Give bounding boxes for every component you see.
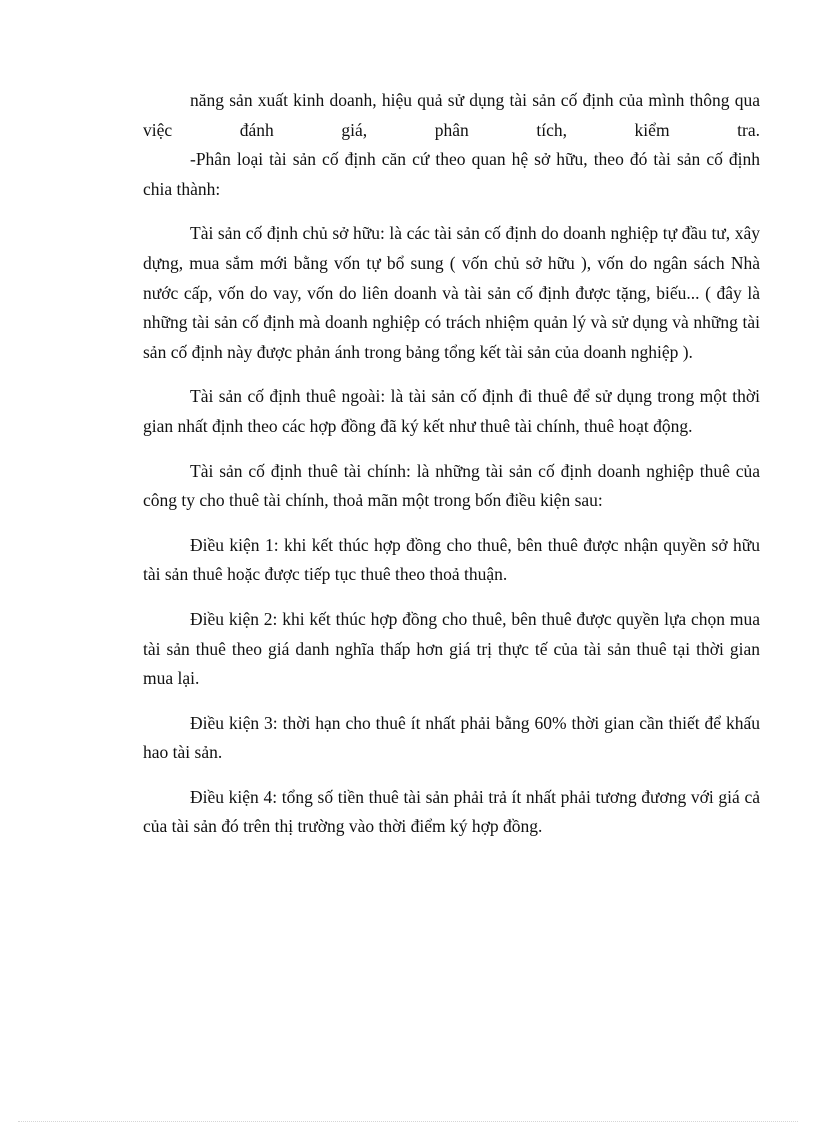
page-bottom-border [18,1121,798,1122]
paragraph: năng sản xuất kinh doanh, hiệu quả sử dụng tài sản cố định của mình thông qua việc đánh giá, phân tích, kiểm tra. [143,90,760,140]
paragraph: Điều kiện 3: thời hạn cho thuê ít nhất phải bằng 60% thời gian cần thiết để khấu hao tài sản. [143,712,760,763]
paragraph: Tài sản cố định thuê tài chính: là những tài sản cố định doanh nghiệp thuê của công ty cho thuê tài chính, thoả mãn một trong bốn điều kiện sau: [143,460,760,511]
paragraph: Tài sản cố định chủ sở hữu: là các tài sản cố định do doanh nghiệp tự đầu tư, xây dựng, mua sắm mới bằng vốn tự bổ sung ( vốn chủ sở hữu ), vốn do ngân sách Nhà nước cấp, vốn do vay, vốn do liên doanh và tài sản cố định được tặng, biếu... ( đây là những tài sản cố định mà doanh nghiệp có trách nhiệm quản lý và sử dụng và những tài sản cố định này được phản ánh trong bảng tổng kết tài sản của doanh nghiệp ). [143,223,760,362]
paragraph: Điều kiện 1: khi kết thúc hợp đồng cho thuê, bên thuê được nhận quyền sở hữu tài sản thuê hoặc được tiếp tục thuê theo thoả thuận. [143,534,760,585]
body-text [143,86,760,842]
paragraph: Điều kiện 2: khi kết thúc hợp đồng cho thuê, bên thuê được quyền lựa chọn mua tài sản thuê theo giá danh nghĩa thấp hơn giá trị thực tế của tài sản thuê tại thời gian mua lại. [143,608,760,689]
paragraph: -Phân loại tài sản cố định căn cứ theo quan hệ sở hữu, theo đó tài sản cố định chia thành: [143,149,760,199]
paragraph: Điều kiện 4: tổng số tiền thuê tài sản phải trả ít nhất phải tương đương với giá cả của tài sản đó trên thị trường vào thời điểm ký hợp đồng. [143,786,760,837]
paragraph: Tài sản cố định thuê ngoài: là tài sản cố định đi thuê để sử dụng trong một thời gian nhất định theo các hợp đồng đã ký kết như thuê tài chính, thuê hoạt động. [143,386,760,436]
